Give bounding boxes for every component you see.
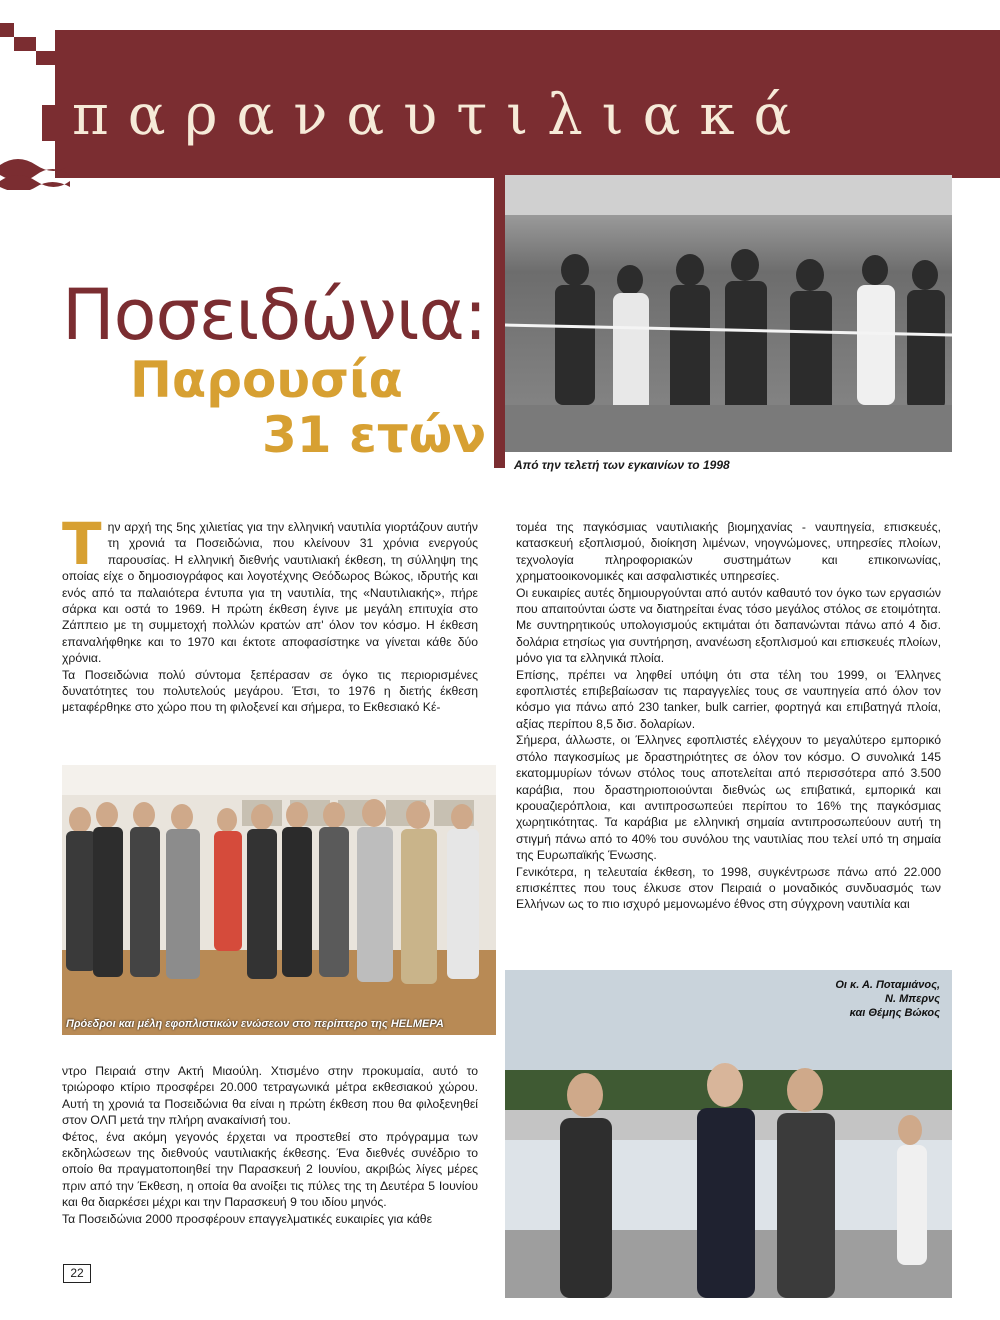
page-number: 22: [63, 1264, 91, 1283]
paragraph: Τα Ποσειδώνια 2000 προσφέρουν επαγγελματικές ευκαιρίες για κάθε: [62, 1211, 433, 1226]
paragraph: Τα Ποσειδώνια πολύ σύντομα ξεπέρασαν σε όγκο τις περιορισμένες δυνατότητες του πολυτελούς μεγάρου. Έτσι, το 1976 η διετής έκθεση μεταφέρθηκε στο χώρο που τη φιλοξενεί και σήμερα, το Εκθεσιακό Κέ-: [62, 667, 478, 715]
group-photo-graphic: [62, 765, 496, 1035]
caption-outdoor-line3: και Θέμης Βώκος: [849, 1007, 940, 1019]
paragraph: τομέα της παγκόσμιας ναυτιλιακής βιομηχανίας - ναυπηγεία, επισκευές, κατασκευή εξοπλισμού, διοίκηση λιμένων, νηογνώμονες, υπηρεσίες πλοίων, τεχνολογία πληροφοριακών συστημάτων και επικοινωνίας, χρηματοοικονομικές και ασφαλιστικές υπηρεσίες.: [516, 520, 941, 584]
caption-outdoor-line2: Ν. Μπερνς: [885, 993, 940, 1005]
caption-outdoor-line1: Οι κ. Α. Ποταμιάνος,: [835, 979, 940, 991]
paragraph: Επίσης, πρέπει να ληφθεί υπόψη ότι στα τέλη του 1999, οι Έλληνες εφοπλιστές επιβεβαίωσαν τις παραγγελίες τους σε ναυπηγεία από όλον τον κόσμο για πάνω από 230 tanker, bulk carrier, φορτηγά και επιβατηγά πλοία, αξίας περίπου 8,5 δισ. δολαρίων.: [516, 667, 941, 731]
paragraph: Γενικότερα, η τελευταία έκθεση, το 1998, συγκέντρωσε πάνω από 22.000 επισκέπτες που τους έλκυσε στον Πειραιά ο μοναδικός συνδυασμός των Ελλήνων ως το πιο ισχυρό μεμονωμένο έθνος στη σύγχρονη ναυτιλία και: [516, 864, 941, 912]
drop-cap: Τ: [62, 510, 102, 578]
paragraph: [62, 510, 478, 667]
photo-ribbon-ceremony: [505, 175, 952, 452]
paragraph-text: ην αρχή της 5ης χιλιετίας για την ελληνική ναυτιλία γιορτάζουν αυτήν τη χρονιά τα Ποσειδώνια, που κλείνουν 31 χρόνια ενεργούς παρουσίας. Η ελληνική διεθνής ναυτιλιακή έκθεση, τη σύλληψη της οποίας είχε ο δημοσιογράφος και λογοτέχνης Θεόδωρος Βώκος, ιδρυτής και ενός από τα παλαιότερα έντυπα για τη ναυτιλία, της «Ναυτιλιακής», πήρε σάρκα και οστά το 1969. Η πρώτη έκθεση έγινε με μεγάλη επιτυχία στο Ζάππειο με τη συμμετοχή πολλών κρατών απ' όλον τον κόσμο. Η έκθεση επαναλήφθηκε και το 1970 και έκτοτε αποφασίστηκε να γίνεται κάθε δύο χρόνια.: [62, 520, 478, 666]
article-subtitle-line1: Παρουσία: [130, 351, 403, 409]
paragraph: ντρο Πειραιά στην Ακτή Μιαούλη. Χτισμένο στην προκυμαία, αυτό το τριώροφο κτίριο προσφέρει 20.000 τετραγωνικά μέτρα εκθεσιακού χώρου. Αυτή τη χρονιά τα Ποσειδώνια θα είναι η πρώτη έκθεση που θα φιλοξενηθεί στον ΟΛΠ μετά την πλήρη ανακαίνισή του.: [62, 1064, 478, 1128]
vertical-rule: [494, 178, 505, 468]
ceremony-photo-graphic: [505, 175, 952, 452]
body-column-left-bottom: [62, 1063, 478, 1227]
body-column-left-top: [62, 510, 478, 716]
photo-helmepa-group: [62, 765, 496, 1035]
paragraph: Οι ευκαιρίες αυτές δημιουργούνται από αυτόν καθαυτό τον όγκο των εργασιών που απαιτούνται ώστε να διατηρείται ένας τόσο μεγάλος στόλος σε ετοιμότητα. Με συντηρητικούς υπολογισμούς εκτιμάται ότι δαπανώνται πάνω από 4 δισ. δολάρια ετησίως για συντήρηση, ανανέωση εξοπλισμού και επισκευές πλοίων, μόνο για τα ελληνικά πλοία.: [516, 585, 941, 666]
body-column-right: [516, 519, 941, 913]
article-subtitle-line2: 31 ετών: [262, 406, 487, 464]
caption-outdoor: [835, 978, 940, 1020]
paragraph: Σήμερα, άλλωστε, οι Έλληνες εφοπλιστές ελέγχουν το μεγαλύτερο εμπορικό στόλο παγκοσμίως με δραστηριότητες σε όλον τον κόσμο. Ο συνολικά 145 εκατομμυρίων τόνων στόλος τους αποτελείται από περισσότερα από 3.500 καράβια, που δραστηριοποιούνται διεθνώς ως επιβατικά, εμπορικά και κρουαζιερόπλοια, και αντιπροσωπεύει περίπου το 16% της παγκόσμιας χωρητικότητας. Τα καράβια με ελληνική σημαία αντιπροσωπεύουν αυτή τη στιγμή πάνω από το 40% του συνόλου της ναυτιλίας που τελεί υπό τη σημαία της Ευρωπαϊκής Ένωσης.: [516, 733, 941, 863]
caption-ceremony: Από την τελετή των εγκαινίων το 1998: [514, 458, 730, 472]
article-title: Ποσειδώνια:: [62, 274, 487, 356]
ship-logo-icon: [0, 15, 70, 190]
caption-group: Πρόεδροι και μέλη εφοπλιστικών ενώσεων στο περίπτερο της HELMEPA: [66, 1018, 444, 1030]
section-title: παραναυτιλιακά: [72, 83, 811, 148]
paragraph: Φέτος, ένα ακόμη γεγονός έρχεται να προστεθεί στο πρόγραμμα των εκδηλώσεων της διεθνούς ναυτιλιακής έκθεσης. Ένα διεθνές συνέδριο το οποίο θα πραγματοποιηθεί την Παρασκευή 2 Ιουνίου, ακριβώς λίγες μέρες πριν από την Έκθεση, η οποία θα ανοίξει τις πύλες της τη Δευτέρα 5 Ιουνίου και θα διαρκέσει μέχρι και την Παρασκευή 9 του ιδίου μηνός.: [62, 1129, 478, 1210]
